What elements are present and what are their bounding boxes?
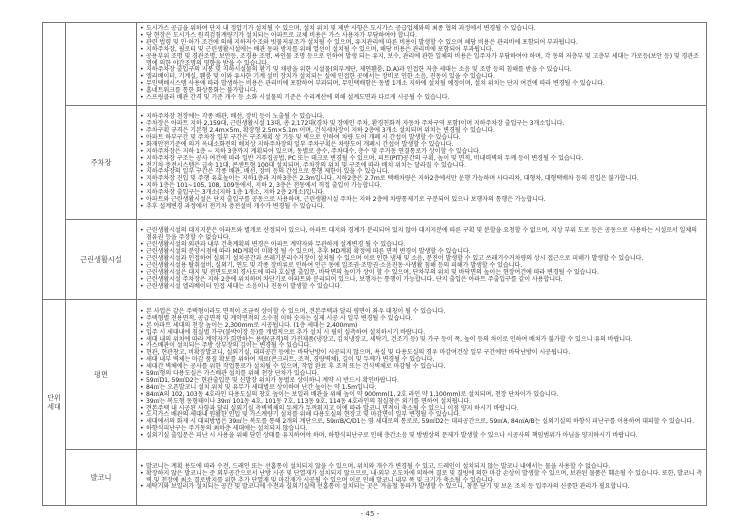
table-row [43,23,707,106]
list-item: • 본 사업은 같은 주택형이라도 면적이 조금씩 상이할 수 있으며, 견본주택과 달리 평면이 좌우 대칭이 될 수 있습니다. [140,309,703,316]
row-content [137,300,707,450]
bullet-list [140,228,703,290]
list-item: • 입주 시 세대내에 침실별 가구(붙박이장 등)를 개별적으로 추가 설치 시 필히 실측하여 설치하시기 바랍니다. [140,330,703,337]
list-item: • 하향식피난구는 주거동의 최하층 세대에는 설치되지 않습니다. [140,426,703,433]
list-item: • 화재안전기준에 의거 옥내소화전의 배치상 지하주차장의 일부 주차구획은 차량도어 개폐시 간섭이 발생할 수 있습니다. [140,142,703,149]
list-item: • 세대 내의 위치에 따라 계약자가 희망하는 용량(규격)의 가전제품(냉장고, 김치냉장고, 세탁기, 건조기 등) 및 가구 등이 폭, 높이 등의 차이로 인하여 배치가 불가할 수 있으니 유의 바랍니다. [140,337,703,344]
row-content [137,450,707,506]
table-row [43,300,707,450]
list-item: • 근린생활시설 엘리베이터 인접 세대는 소음이나 진동이 발생할 수 있습니다. [140,284,703,291]
bullet-list [140,309,703,440]
row-label [66,23,137,106]
list-item: • 확장하지 않은 발코니는 준 외부공간으로서 난방 시공 및 단열재가 설치되지 않으므로, 내·외부 온도차에 의하여 결로 및 결빙에 의한 마감 손상이 발생할 수 있으며, 보관된 물품은 훼손될 수 있습니다. 또한, 발코니 측벽 및 천장에 최소 결로방지를 위한 추가 단열재 및 마감재가 시공될 수 있으며 이로 인해 발코니 내부 폭 및 크기가 축소될 수 있습니다. [140,471,703,485]
list-item: • 지하 1층은 101~105, 108, 109동에서, 지하 2, 3층은 전동에서 직접 출입이 가능합니다. [140,183,703,190]
list-item: • 59㎡형의 다용도실은 가스배관 설치를 위해 천장 단차가 있습니다. [140,371,703,378]
list-item: • 근린생활시설의 대지지분은 아파트와 별개로 산정되어 있으나, 아파트 대지와 경계가 분리되어 있지 않아 대지지분에 따른 구획 및 분할을 요청할 수 없으며, 지상 부위 도로 등은 공동으로 사용하는 시설로서 일체의 점유권 등을 주장할 수 없습니다. [140,228,703,242]
list-item: • 84㎡는 오픈발코니 설치 위치 및 유무가 세대별로 상이하며 난간 높이는 약 1.5m입니다. [140,385,703,392]
list-item: • 세대에서의 화재 시 대피방법은 39㎡는 복도를 통해 2개의 계단으로, 59㎡B/C/D1는 옆 세대로의 통로로, 59㎡D2는 대피공간으로, 59㎡A, 84㎡A/B는 실외기실의 하향식 피난구를 이용하여 대피할 수 있습니다. [140,419,703,426]
list-item: • 도시가스 배관의 세대내 원활한 인입 및 가스계량기 설치를 위해 다용도실의 현장고 및 마감면이 일부 변경될 수 있습니다. [140,412,703,419]
row-label-neighborhood-facility: 근린생활시설 [66,220,137,300]
list-item: • 전기차 충전시스템은 급속 11대, 콘센트형 100대 설치되며, 주차장의 위치 및 구조에 따라 배치 위치는 달라질 수 있습니다. [140,163,703,170]
bullet-list [140,464,703,492]
list-item: • 아파트와 근린생활시설은 단지 출입구를 공동으로 사용하며, 근린생활시설 주차는 지하 2층에 차량통제기로 구분되어 있으나 보행자의 통행은 가능합니다. [140,197,703,204]
list-item: • 현관, 현관창고, 비확장발코니, 실외기실, 대피공간 등에는 바닥난방이 시공되지 않으며, 욕실 및 다용도실의 경우 마감여건상 일부 구간에만 바닥난방이 시공됩니다. [140,350,703,357]
list-item: • 무인택배시스템 사용에 따라 발생하는 비용은 관리비에 포함하여 부과되며, 무인택배함은 동별 1개소 지하에 설치될 예정이며, 설치 위치는 단지 여건에 따라 변경될 수 있습니다. [140,81,703,88]
list-item: • 59㎡D1, 59㎡D2는 현관출입문 및 신발장 위치가 동별로 상이하니 계약 시 반드시 확인바랍니다. [140,378,703,385]
table-row [43,220,707,300]
row-content [137,23,707,106]
list-item: • 근린생활시설과 인접하여 실외기 설치공간과 쓰레기분리수거장이 설치될 수 있으며 이로 인한 냄새 및 소음, 분진이 발생할 수 있고 쓰레기수거차량의 상시 접근으로 피해가 발생할 수 있습니다. [140,256,703,263]
list-item: • 지하주차장, 필로티 및 근린생활시설에는 배관 동파 방지를 위해 열선이 설치될 수 있으며, 해당 비용은 관리비에 포함되어 부과됩니다. [140,47,703,54]
list-item: • 주차장은 아파트 지하 2,159대, 근린생활시설 13대, 총 2,172대(경차 및 장애인 주차, 환경친화적 자동차 주차구역 포함)이며 지하주차장 출입구는 3개소입니다. [140,121,703,128]
list-item: • 지하주차장 구조는 공사 여건에 따라 일반 거푸집공법, PC 또는 데크로 변경될 수 있으며, 피트(PIT)공간의 구획, 높이 및 면적, 비내력벽의 두께 등이 변경될 수 있습니다. [140,156,703,163]
list-item: • 근린생활시설은 대지 및 전면도로의 경사도에 따라 호실별 출입문, 바닥면의 높이가 상이 할 수 있으며, 단차부의 위치 및 바닥면의 높이는 현장여건에 따라 변경될 수 있습니다. [140,270,703,277]
list-item: • 근린생활시설의 외관과 내부 건축계획의 변경은 아파트 계약자와 무관하게 설계변경 될 수 있습니다. [140,242,703,249]
list-item: • 홈네트워크를 통한 화상통화는 불가합니다. [140,88,703,95]
list-item: • 주택형별 전용면적, 공급면적 및 계약면적의 소수점 이하 숫자는 실제 시공 시 일부 변경될 수 있습니다. [140,316,703,323]
list-item: • 39㎡는 복도형 동형태이나 39㎡ 101동 4호, 101동 7호, 113동 9호, 114동 4호라인의 침실창은 외기를 면하여 설치됩니다. [140,399,703,406]
table-row [43,450,707,506]
list-item: • 84㎡A의 102, 103동 4호라인 다용도실의 창호 높이는 보일러 배관을 위해 높이 약 900mm(1, 2호 라인 약 1,100mm)로 설치되며, 천장 단차이가 있습니다. [140,392,703,399]
list-item: • 관련 법령 및 인·허가 조건에 의해 지하저수조와 빗물저류조가 설치될 수 있으며, 유지관리에 따른 비용이 발생할 수 있으며 해당 비용은 관리비에 포함되어 부과됩니다. [140,40,703,47]
list-item: • 실외기실 출입문은 피난 시 사용을 위해 닫힌 상태를 유지하여야 하며, 하향식피난구로 인해 층간소음 및 방범상의 문제가 발생할 수 있으나 시공사의 책임범위가 아님을 양지하시기 바랍니다. [140,433,703,440]
bullet-list [140,114,703,211]
row-content [137,220,707,300]
bullet-list [140,26,703,102]
list-item: • 엘리베이터, 기계실, 휀룸 및 이와 유사한 기계 설비 장치가 설치되는 실에 인접한 곳에서는 장비로 인한 소음, 진동이 있을 수 있습니다. [140,74,703,81]
list-item: • 공용부위 조명 및 경관조명, 보안등, 조경용 조명, 싸인물 조명 등으로 인하여 발생 되는 유지, 보수, 관리에 관한 일체의 비용은 입주자가 부담하여야 하며, 각 동의 저층부 및 고층부 세대는 가로등(보안 등) 및 경관조명에 의한 야간조명의 영향을 받을 수 있습니다. [140,54,703,68]
group-cell-empty [43,23,66,300]
list-item: • 아파트 하부구간 및 주차장 일부 구간은 구조계획 상 기둥 및 벽으로 인하여 차량 도어 개폐 시 간섭이 발생할 수 있습니다. [140,135,703,142]
row-label-balcony: 발코니 [66,450,137,506]
list-item: • 지하주차장은 지하 1층 ~ 지하 3층까지 계획되어 있으며, 동별로 층수, 주차대수, 층수 및 주거동 연결통로가 상이할 수 있습니다. [140,149,703,156]
list-item: • 근린생활시설 주차장은 지하 2층에 위치하며 차단기로 아파트와 분리되어 있으나, 보행자는 통행이 가능합니다. 단지 출입은 아파트 주출입구를 같이 사용합니다. [140,277,703,284]
list-item: • 지하주차장 진입 및 주행 유효높이는 지하1층과 지하3층은 2.3m입니다. 지하2층은 2.7m로 택배차량은 지하2층에서만 운행 가능하며 사다리차, 대형차, 대형택배차 등의 진입은 불가합니다. [140,176,703,183]
list-item: • 가스배관이 설치되는 주방 상부장의 깊이는 변경될 수 있습니다. [140,343,703,350]
list-item: • 발코니는 계획 용도에 따라 수전, 드레인 또는 선홈통이 설치되지 않을 수 있으며, 위치와 개수가 변경될 수 있고, 드레인이 설치되지 않는 발코니 내에서는 물을 사용할 수 없습니다. [140,464,703,471]
list-item: • 세대간 벽체에는 공사를 위한 작업통로가 설치될 수 있으며, 작업 완료 후 조적 또는 건식벽체로 마감될 수 있습니다. [140,364,703,371]
list-item: • 당 현장은 도시가스 원격검침계량기가 설치되는 아파트로 교체 비용은 가스 사용자가 부담하여야 합니다. [140,33,703,40]
list-item: • 근린생활시설용 탈취설비, 실외기, 연도 및 각종 장비류로 인하여 인근 동에 일조권·조망권·소음진동·사생활 침해 등의 피해가 발생할 수 있습니다. [140,263,703,270]
list-item: • 도시가스 공급을 위하여 단지 내 정압기가 설치될 수 있으며, 설치 위치 및 제반 사항은 도시가스 공급업체와의 최종 협의 과정에서 변경될 수 있습니다. [140,26,703,33]
list-item: • 지하주차장의 일부 구간은 각종 배관, 배선, 장비 등의 간섭으로 통행 제한이 있을 수 있습니다. [140,169,703,176]
list-item: • 본 아파트 세대의 천장 높이는 2,300mm로 시공됩니다. (1층 세대는 2,400mm) [140,323,703,330]
list-item: • 추후 설계변경 과정에서 전기차 충전설비 개수가 변경될 수 있습니다. [140,204,703,211]
list-item: • 견본주택 내 시공된 사항과 달리 실외기실 측벽벽체의 두께가 두꺼워지고 이에 따라 발코니 면적이 축소될 수 있으니 이점 양지 하시기 바랍니다. [140,406,703,413]
list-item: • 근린생활시설의 분양시점에 따라 MD계획이 미확정 될 수 있으며, 추후 MD계획 확정에 따른 면적 변경이 발생할 수 있습니다. [140,249,703,256]
page-number: - 45 - [360,510,380,518]
notes-table [42,22,707,506]
group-label-unit: 단위 세대 [43,300,66,506]
list-item: • 지하주차장 출입구의 지붕 및 지하시설물의 환기 및 채광을 위한 시설물(외부계단, 제연휀룸, D.A)과 인접한 저층 세대는 소음 및 조망 등의 침해를 받을 수 있습니다. [140,67,703,74]
list-item: • 스프링클러 배관 간격 및 기준 개수 등 소화 시설물의 기준은 수리계산에 의해 설계도면과 다르게 시공될 수 있습니다. [140,95,703,102]
table-row [43,106,707,220]
row-label-floor-plan: 평면 [66,300,137,450]
list-item: • 지하주차장 천장에는 각종 배관, 배선, 장비 등이 노출될 수 있습니다. [140,114,703,121]
list-item: • 주차구획 규격은 기본형 2.4m×5m, 확장형 2.5m×5.1m 이며, 건식세차장이 지하 2층에 3개소 설치되며 위치는 변경될 수 있습니다. [140,128,703,135]
list-item: • 지하주차장 출입구는 3개소(지하 1층 1개소, 지하 2층 2개소)입니다. [140,190,703,197]
row-label-parking: 주차장 [66,106,137,220]
list-item: • 세탁기와 보일러가 설치되는 공간 및 발코니에 수전과 실외기실에 선홈통이 설치되는 곳은 겨울철 동파가 발생할 수 있으니, 창문 닫기 및 보온 조치 등 입주자의 신중한 관리가 필요합니다. [140,484,703,491]
list-item: • 세대 내부 벽체는 마감 품질 확보를 위하여 재료(콘크리트, 조적, 경량벽체), 길이 및 두께가 변경될 수 있습니다. [140,357,703,364]
row-content [137,106,707,220]
